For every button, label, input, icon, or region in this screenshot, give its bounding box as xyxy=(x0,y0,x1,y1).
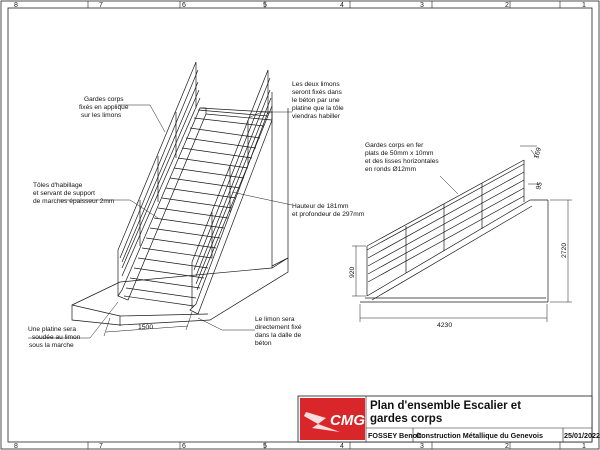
note-gardes-corps-line1: Gardes corps xyxy=(84,96,124,103)
frame-number: 7 xyxy=(99,2,103,9)
frame-number: 5 xyxy=(263,2,267,9)
dim-small-2: 95 xyxy=(535,181,544,191)
note-limon-dalle-line4: béton xyxy=(255,340,272,347)
dim-total-height: 2720 xyxy=(561,242,568,258)
note-side-line4: en ronds Ø12mm xyxy=(365,166,416,173)
note-side-line2: plats de 50mm x 10mm xyxy=(365,150,434,157)
dim-total-length: 4230 xyxy=(437,322,453,329)
note-toles-line1: Tôles d'habillage xyxy=(33,182,83,189)
note-limons-line3: le béton par une xyxy=(292,97,340,104)
side-rail-posts xyxy=(367,183,482,296)
note-limons-line1: Les deux limons xyxy=(292,81,340,88)
right-guard-rail xyxy=(192,70,272,308)
note-toles-line2: et servant de support xyxy=(33,190,95,197)
note-limon-dalle-line1: Le limon sera xyxy=(255,316,295,323)
title-block xyxy=(298,396,600,442)
note-side-line1: Gardes corps en fer xyxy=(365,142,424,149)
note-gardes-corps-line3: sur les limons xyxy=(81,112,122,119)
frame-number: 5 xyxy=(263,443,267,450)
left-view-leaders xyxy=(28,105,292,338)
frame-number: 8 xyxy=(14,443,18,450)
dim-rail-height: 920 xyxy=(349,266,356,278)
side-rail-bars xyxy=(368,172,524,282)
frame-number: 4 xyxy=(340,443,344,450)
side-stringer-bottom xyxy=(372,206,532,300)
dim-width-label: 1500 xyxy=(138,324,154,331)
side-leader xyxy=(440,176,458,194)
note-limon-dalle-line2: directement fixé xyxy=(255,324,302,331)
note-hauteur-line1: Hauteur de 181mm xyxy=(292,203,349,210)
note-platine-line3: sous la marche xyxy=(29,342,74,349)
note-limon-dalle-line3: dans la dalle de xyxy=(255,332,302,339)
frame-number: 1 xyxy=(582,443,586,450)
note-gardes-corps-line2: fixés en applique xyxy=(79,104,129,111)
frame-number: 6 xyxy=(182,2,186,9)
back-wall-outline xyxy=(272,108,288,266)
note-limons-line2: seront fixés dans xyxy=(292,89,342,96)
frame-number: 2 xyxy=(505,2,509,9)
note-limons-line5: viendras habiller xyxy=(292,113,341,120)
frame-number: 7 xyxy=(99,443,103,450)
side-stringer-top xyxy=(367,200,530,296)
title-line-2: gardes corps xyxy=(370,413,443,425)
note-side-line3: et des lisses horizontales xyxy=(365,158,439,165)
note-platine-line1: Une platine sera xyxy=(28,326,77,333)
left-stringer xyxy=(118,108,206,300)
stair-side-view xyxy=(360,160,548,302)
dim-small-1: 169 xyxy=(533,146,543,160)
note-hauteur-line2: et profondeur de 297mm xyxy=(292,211,365,218)
note-limons-line4: platine que la tôle xyxy=(292,105,344,112)
title-line-1: Plan d'ensemble Escalier et xyxy=(370,400,522,412)
author-name: FOSSEY Benoit xyxy=(368,431,422,440)
company-name: Construction Métallique du Genevois xyxy=(416,431,543,440)
note-toles-line3: de marches épaisseur 2mm xyxy=(33,198,115,205)
logo-text: CMG xyxy=(330,412,365,429)
drawing-date: 25/01/2022 xyxy=(564,431,600,440)
frame-number: 6 xyxy=(182,443,186,450)
note-platine-line2: soudée au limon xyxy=(32,334,81,341)
frame-number: 8 xyxy=(14,2,18,9)
stair-treads xyxy=(124,110,268,306)
sheet-frame xyxy=(1,1,599,449)
right-stringer xyxy=(190,112,272,314)
frame-number: 2 xyxy=(505,443,509,450)
frame-number: 1 xyxy=(582,2,586,9)
frame-number: 4 xyxy=(340,2,344,9)
frame-number: 3 xyxy=(420,2,424,9)
frame-number: 3 xyxy=(420,443,424,450)
frame-top-ticks xyxy=(88,1,560,449)
